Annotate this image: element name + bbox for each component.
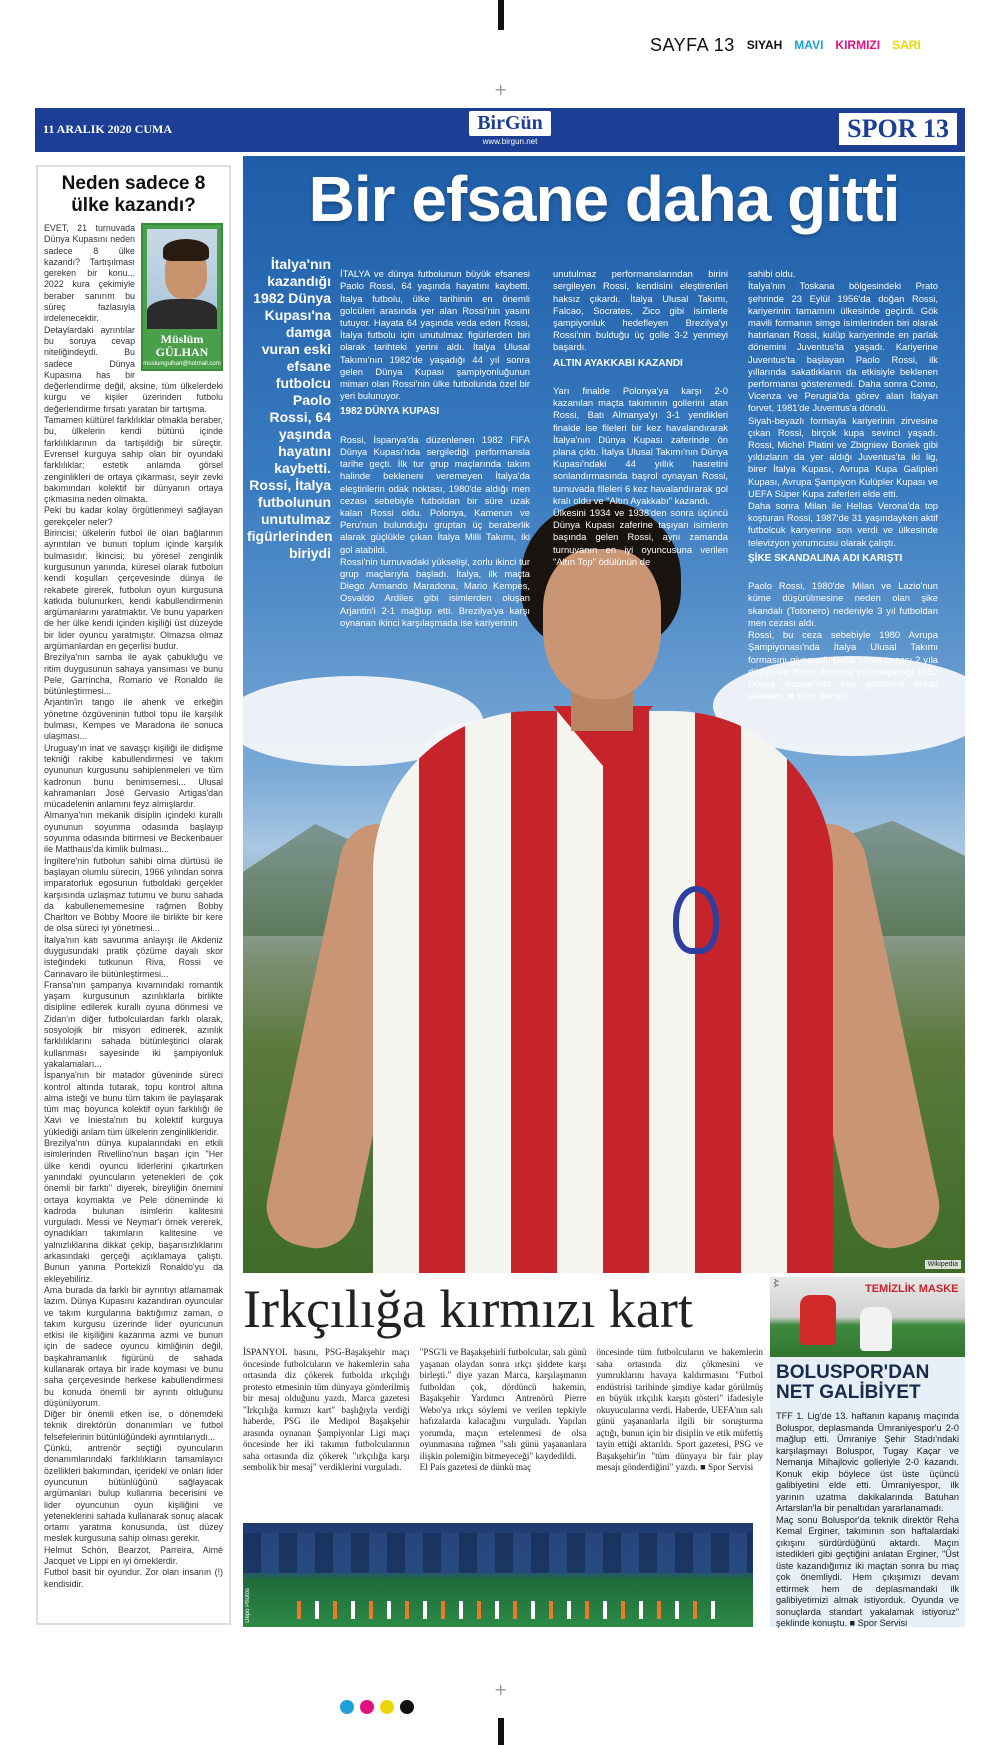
jersey-badge-icon: [673, 886, 719, 954]
registration-mark-bottom: [498, 1718, 504, 1745]
author-name: Müslüm GÜLHAN: [155, 332, 209, 359]
boluspor-article: [770, 1277, 965, 1627]
author-photo: [147, 229, 217, 329]
magenta-dot: [360, 1700, 374, 1714]
black-dot: [400, 1700, 414, 1714]
boluspor-body: TFF 1. Lig'de 13. haftanın kapanış maçında Boluspor, deplasmanda Ümraniyespor'u 2-0 mağlup etti. Ümraniye Şehir Stadı'ndaki karşılaşmayı Boluspor, Tugay Kaçar ve Nemanja Mihajlovic golleriyle 2-0 kazandı. Konuk ekip böylece üst üste üçüncü galibiyetini elde etti. Ümraniyespor, ilk yarının uzatma dakikalarında Batuhan Artarslan'la bir penaltıdan yararlanamadı. Maç sonu Boluspor'da teknik direktör Reha Kemal Erginer, takımının son haftalardaki çıkışını sürdürdüğünü aktardı. Maçın istedikleri gibi geçtiğini anlatan Erginer, "Üst üste kazandığımız iki maçtan sonra bu maç çok önemliydi. Hem çıkışımızı devam ettirmek hem de deplasmandaki ilk galibiyetimizi almak istiyorduk. Oyunda ve sonuçlarda standart yakalamak istiyoruz" şeklinde konuştu. ■ Spor Servisi: [776, 1411, 959, 1628]
section-label: SPOR 13: [839, 113, 957, 145]
boluspor-headline: BOLUSPOR'DAN NET GALİBİYET: [776, 1362, 930, 1403]
article-column: öncesinde tüm futbolcuların ve hakemlerin saha ortasında diz çökmesini ve yumruklarını havaya kaldırmasını "Futbol endüstrisi tarihinde şimdiye kadar görülmüş en büyük ırkçılık karşıtı gösteri" ifadesiyle okuyucularına verdi. Haberde, UEFA'nın salı günü yaşananlarla ilgili bir soruşturma açtığı, bunun için bir disiplin ve etik müfettiş tayin ettiği aktarıldı. Sport gazetesi, PSG ve Başakşehir'in "tüm dünyaya bir fair play mesajı gönderdiğini" yazdı. ■ Spor Servisi: [596, 1347, 764, 1472]
column-body: EVET, 21 turnuvada Dünya Kupasını neden sadece 8 ülke kazandı? Tartışılması gereken bir konu... 2022 kura çekimiyle beraber sanırım bu süreç fazlasıyla irdelenecektir. Detaylardaki ayrıntılar bu soruya cevap niteliğindeydi. Bu sadece Dünya Kupasına has bir değerlendirme değil, aksine, tüm ülkelerdeki kurgu ve kişiler üzerinden futbolu değerlendirme fırsatı yaratan bir tartışma. Tamamen kültürel farklılıklar olmakla beraber, bu, ülkelerin kendi bütünü içinde farklılıklarının da tartışıldığı bir süreçtir. Evrensel kurguya sahip olan bir oyundaki farklılıklar; estetik anlamda görsel zenginlikleri de ortaya çıkarması, seyir zevki bakımından kolektif bir dünyanın ortaya çıkmasına neden olmakta. Peki bu kadar kolay örgütlenmeyi sağlayan gerekçeler neler? Birincisi; ülkelerin futbol ile olan bağlarının ayrıntıları ve bunun toplum içinde karşılık bulmasıdır. İkincisi; bu yöresel zenginlik kurgusunun yanında, küresel olarak futbolun kendi koşulları çerçevesinde dünya ile rekabete girerek, futbolun oyun kurgusuna katkıda bulunurken, kendi kabullendirmenin argümanlarını yaratmaktır. Ve bunu yaparken de her ülke kendi içinden kişiliği üst düzeyde bir lider oyuncu yaratmıştır. Olmazsa olmaz argümanlardan en geçerlisi budur. Brezilya'nın samba ile ayak çabukluğu ve ritim duygusunun sahaya yansıması ve bunu Pele, Garrincha, Romario ve Ronaldo ile bütünleştirmesi... Arjantin'in tango ile ahenk ve erkeğin yönetme özgüveninin futbol topu ile karşılık bulması, Kempes ve Maradona ile sonuca ulaşması... Uruguay'ın inat ve savaşçı kişiliği ile didişme tekniği rakibe kabullendirmesi ve takım oyununun kurgusunu sahiplenmeleri ve tüm kadronun bunu benimsemesi... Ulusal kahramanları José Gervasio Artigas'dan mücadelenin anlamını feyz almışlardır. Almanya'nın mekanik disiplin içindeki kurallı oyununun soyunma odasında başlayıp soyunma odasında bitirmesi ve Beckenbauer ile Matthaus'da kimlik bulması... İngiltere'nin futbolun sahibi olma dürtüsü ile başlayan olumlu sürecin, 1966 yılından sonra imparatorluk egosunun futboldaki gerçekler karşısında uzlaşmaz tutumu ve bunu sahada da kabullenememesine rağmen Bobby Charlton ve Bobby Moore ile birlikte bir kere de olsa süreci iyi yönetmesi... İtalya'nın katı savunma anlayışı ile Akdeniz duygusundaki pratik çözüme dayalı skor isteğindeki tutkunun Riva, Rossi ve Cannavaro ile bütünleştirmesi... Fransa'nın şampanya kıvamındaki romantik yaşam kurgusunun azınlıklarla birlikte disipline edilerek kurallı oyuna dönmesi ve Zidan'ın diğer futbolculardan farklı olarak, sosyolojik bir misyon edinerek, azınlık farklılıklarını sahada bütünleştirici olarak kullanması sayesinde iki şampiyonluk yakalamaları... İspanya'nın bir matador güveninde süreci kontrol altında tutarak, topu kontrol altına alma isteği ve bunu tüm takım ile paylaşarak tüm maç boyunca kolektif oyun farklılığı ile Xavi ve Iniesta'nın bu kolektif kurguya yüklediği anlam tüm ülkelerin zenginlikleridir. Brezilya'nın dünya kupalarındaki en etkili isimlerinden Rivellino'nun başarı için "Her ülke kendi oyuncu liderlerini çıkartırken yanındaki oyuncuların yetenekleri de çok önemli bir farktı" diyerek, bireyliğin önemini ortaya koymakta ve Pele döneminde ki kadroda bulunan isimlerin kalitesini vurguladı. Messi ve Neymar'ı örnek vererek, oynadıkları takımların kalitesine ve yalnızlıklarına dikkat çekip, başarısızlıklarını arkasındaki gerçeği açıklamaya çalıştı. Bunun yanına Portekizli Ronaldo'yu da ekleyebiliriz. Ama burada da farklı bir ayrıntıyı atlamamak lazım. Dünya Kupasını kazandıran oyuncular ve takım kurgularına baktığımız zaman, o takım kurgusu üzerinde lider oyuncunun etkisi ile kişiliğini kazanma azmi ve bunun için de sadece oyuncu kimliğinin değil, başkahramanlık figürünü de sahada kullanarak ortaya bir irade koyması ve bunu saha çerçevesinde herkese kabullendirmesi bu konuda önemli bir ayrıntı olduğunu düşünüyorum. Diğer bir önemli etken ise, o dönemdeki teknik direktörün donanımları ve futbol felsefelerinin bütünlüğündeki ayrıntılarıydı... Çünkü, antrenör seçtiği oyuncuların donanımlarındaki farklılıkların tamamlayıcı özellikleri bakımından, içerideki ve onları lider oyuncunun bütünlüğünü sağlayacak argümanları bulup kullanma becerisini ve lider oyuncunun oyun kişiliğini ve yeteneklerini sahada kullanarak sonuç alacak ortamı yaratma konusunda, üst düzey meslek kurgusuna sahip olması gerekir. Helmut Schön, Bearzot, Parreira, Aimé Jacquet ve Lippi en iyi örneklerdir. Futbol basit bir oyundur. Zor olan insanın (!) kendisidir.: [44, 223, 223, 1589]
stadium-stands: [243, 1533, 753, 1573]
racism-headline: Irkçılığa kırmızı kart: [243, 1279, 693, 1339]
subheading: 1982 DÜNYA KUPASI: [340, 406, 440, 418]
player-figure: [860, 1307, 892, 1351]
article-column: İSPANYOL basını, PSG-Başakşehir maçı öncesinde futbolcuların ve hakemlerin saha ortasında diz çökerek futbolda ırkçılığı protesto etmesinin tüm dünyaya gönderilmiş bir mesaj olduğunu yazdı. Marca gazetesi "Irkçılığa kırmızı kart" başlığıyla verdiği haberde, PSG ile Medipol Başakşehir arasında oynanan Şampiyonlar Ligi maçı öncesinde her iki takımın futbolcularının saha ortasında diz çökerek "ırkçılığa karşı sembolik bir mesaj" verdiklerini vurguladı.: [243, 1347, 410, 1472]
racism-columns: [243, 1347, 763, 1474]
author-card: [141, 223, 223, 371]
logo-text: BirGün: [469, 111, 551, 136]
color-control-dots: [340, 1700, 414, 1714]
article-column-3: [748, 256, 938, 702]
stadium-photo: [243, 1523, 753, 1627]
stadium-sign: TEMİZLİK MASKE: [865, 1283, 959, 1295]
author-email[interactable]: muslumgulhan@hotmail.com: [143, 361, 221, 367]
color-label-yellow: SARI: [892, 38, 921, 52]
issue-date: 11 ARALIK 2020 CUMA: [43, 122, 173, 136]
masthead: [35, 108, 965, 152]
color-label-magenta: KIRMIZI: [835, 38, 881, 52]
player-jersey: [373, 711, 833, 1273]
newspaper-logo[interactable]: [450, 111, 570, 146]
photo-credit: Depo Photos: [245, 1588, 251, 1623]
hero-article: [243, 156, 965, 1273]
player-figure: [800, 1295, 836, 1345]
column-paragraph: İTALYA ve dünya futbolunun büyük efsanesi Paolo Rossi, 64 yaşında hayatını kaybetti. İtalya futbolu, ülke tarihinin en önemli golcüleri arasında yer alan Rossi'nin yasını tutuyor. Hayata 64 yaşında veda eden Rossi, İtalya futbolu için unutulmaz figürlerden biri olarak tarihteki yerini aldı. İtalya Ulusal Takımı'nın 1982'de yaşadığı 44 yıl sonra gelen Dünya Kupası şampiyonluğunun mimarı olan Rossi'nin ülke futbolunda özel bir yeri bulunuyor.: [340, 268, 530, 402]
site-url[interactable]: www.birgun.net: [482, 137, 538, 146]
headline: Bir efsane daha gitti: [308, 163, 900, 235]
article-column: "PSG'li ve Başakşehirli futbolcular, salı günü yaşanan olaydan sonra ırkçı şiddete karşı birleşti." diye yazan Marca, karşılaşmanın futboldan çok, dördüncü hakemin, Başakşehir Yardımcı Antrenörü Pierre Webo'ya ırkçı söylemi ve verilen tepkiyle hafızalarda kalacağını vurguladı. Yapılan yorumda, maçın ertelenmesi de olsa oyunmasına rağmen "salı günü yaşananlara ilişkin polemiğin bitmeyeceği" kaydedildi. El País gazetesi de dünkü maç: [419, 1347, 587, 1472]
photo-credit: AA: [772, 1279, 778, 1288]
column-title: Neden sadece 8 ülke kazandı?: [61, 173, 206, 216]
player-face: [543, 549, 661, 699]
opinion-column: [36, 165, 231, 1625]
yellow-dot: [380, 1700, 394, 1714]
deck-text: İtalya'nın kazandığı 1982 Dünya Kupası'na damga vuran eski efsane futbolcu Paolo Rossi, 64 yaşında hayatını kaybetti. Rossi, İtalya futbolunun unutulmaz figürlerinden biriydi: [247, 256, 333, 561]
article-column-2: [553, 256, 728, 568]
column-paragraph: Paolo Rossi, 1980'de Milan ve Lazio'nun küme düşürülmesine neden olan şike skandalı (Totonero) nedeniyle 3 yıl futboldan men cezası aldı. Rossi, bu ceza sebebiyle 1980 Avrupa Şampiyonası'nda İtalya Ulusal Takımı formasını giyemedi. Daha sonra cezası 2 yıla düşürülen Rossi, böylece yıldızlaşacağı 1982 Dünya Kupası'nda boy gösterme fırsatı yakaladı. ■ Spor Servisi: [748, 580, 938, 702]
kneeling-players: [283, 1601, 723, 1619]
photo-credit: Wikipedia: [925, 1260, 961, 1269]
registration-mark-top: [498, 0, 504, 30]
column-paragraph: unutulmaz performanslarından birini sergileyen Rossi, kendisini eleştirenleri haksız çıkardı. İtalya Ulusal Takımı, Falcao, Socrates, Zico gibi isimlerle şampiyonluk hedefleyen Brezilya'yı Rossi'nin bulduğu üç golle 3-2 yenmeyi başardı.: [553, 268, 728, 353]
match-photo: [770, 1277, 965, 1357]
crop-mark-top: +: [494, 80, 508, 99]
color-label-cyan: MAVI: [794, 38, 824, 52]
cyan-dot: [340, 1700, 354, 1714]
column-paragraph: sahibi oldu. İtalya'nın Toskana bölgesindeki Prato şehrinde 23 Eylül 1956'da doğan Rossi, kariyerinin tamamını ülkesinde geçirdi. Gök mavili formanın simge isimlerinden biri olarak hatırlanan Rossi, kulüp kariyerinde en parlak dönemini Juventus'ta yaşadı. Kariyerine Juventus'ta başlayan Paolo Rossi, ilk yıllarında sakatlıkların da etkisiyle beklenen performansı gösteremedi. Daha sonra Como, Vicenza ve Perugia'da görev alan İtalyan forvet, 1981'de Juventus'a döndü. Siyah-beyazlı formayla kariyerinin zirvesine çıkan Rossi, birçok kupa sevinci yaşadı. Rossi, Michel Platini ve Zbigniew Boniek gibi yıldızların da yer aldığı Juventus'ta iki lig, birer İtalya Kupası, Avrupa Kupa Galipleri Kupası, Avrupa Şampiyon Kulüpler Kupası ve UEFA Süper Kupa zaferleri elde etti. Daha sonra Milan ile Hellas Verona'da top koşturan Rossi, 1987'de 31 yaşındayken aktif futbolcuk kariyerine son verdi ve ülkesinde televizyon yorumcusu olarak çalıştı.: [748, 268, 938, 548]
article-column-1: [340, 256, 530, 629]
column-paragraph: Yarı finalde Polonya'ya karşı 2-0 kazanılan maçta takımının gollerini atan Rossi, Batı Almanya'yı 3-1 yendikleri finalde ise fileleri bir kez havalandırarak İtalya'nın Dünya Kupası zaferinde ön plana çıktı. İtalya Ulusal Takımı'nın Dünya Kupası'ndaki 44 yıllık hasretini sonlandırmasında başrol oynayan Rossi, turnuvada fileleri 6 kez havalandırarak gol kralı oldu ve "Altın Ayakkabı" kazandı. Ülkesini 1934 ve 1938'den sonra üçüncü Dünya Kupası zaferine taşıyan isimlerin başında gelen Rossi, aynı zamanda turnuvanın en iyi oyuncusuna verilen "Altın Top" ödülünün de: [553, 385, 728, 567]
color-label-black: SIYAH: [746, 38, 783, 52]
page-number: SAYFA 13: [650, 34, 735, 55]
subheading: ALTIN AYAKKABI KAZANDI: [553, 357, 683, 369]
crop-mark-bottom: +: [494, 1680, 508, 1699]
column-paragraph: Rossi, İspanya'da düzenlenen 1982 FIFA Dünya Kupası'nda sergilediği performansla tarihe geçti. İlk tur grup maçlarında takım halinde bekleneni veremeyen İtalya'da eleştirilerin odak noktası, 1980'de aldığı men cezası sebebiyle futboldan bir süre uzak kalan Rossi oldu. Polonya, Kamerun ve Peru'nun bulunduğu gruptan üç beraberlik alarak güçlükle çıkan İtalya Milli Takımı, iki gol atabildi. Rossi'nin turnuvadaki yükselişi, zorlu ikinci tur grup maçlarıyla başladı. İtalya, ilk maçta Diego Armando Maradona, Mario Kempes, Osvaldo Ardiles gibi isimlerden oluşan Arjantin'i 2-1 mağlup etti. Brezilya'ya karşı oynanan ikinci karşılaşmada ise kariyerinin: [340, 433, 530, 628]
subheading: ŞİKE SKANDALINA ADI KARIŞTI: [748, 552, 903, 564]
print-header: [650, 34, 980, 56]
